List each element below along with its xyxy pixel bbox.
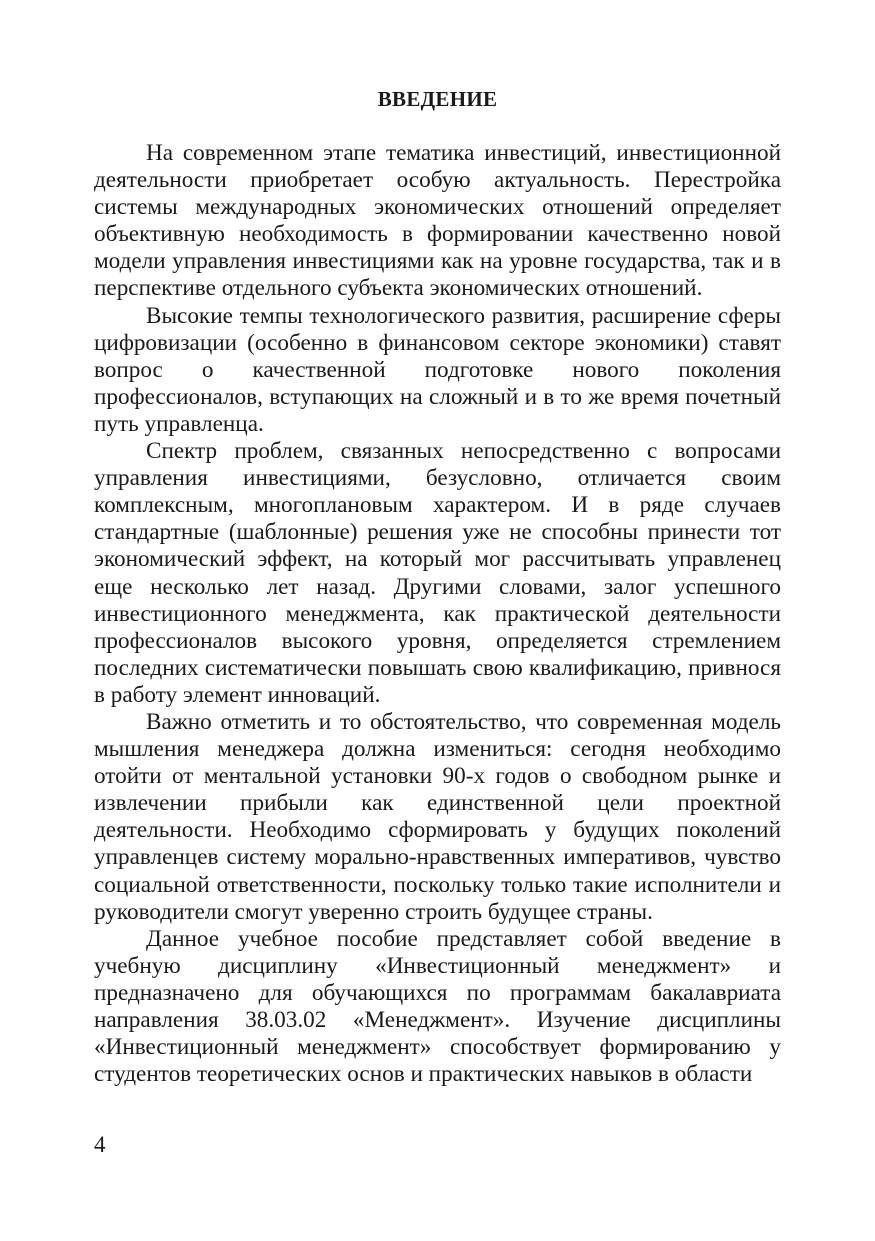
paragraph: На современном этапе тематика инвестиций, инвестиционной деятельности приобретает особую актуальность. Перестройка системы международных экономических отношений определяет объективную необходимость в формировании качественно новой модели управления инвестициями как на уровне государства, так и в перспективе отдельного субъекта экономических отношений. xyxy=(94,140,781,302)
paragraph: Высокие темпы технологического развития, расширение сферы цифровизации (особенно в финансовом секторе экономики) ставят вопрос о качественной подготовке нового поколения профессионалов, вступающих на сложный и в то же время почетный путь управленца. xyxy=(94,302,781,437)
page-number: 4 xyxy=(94,1132,106,1157)
paragraph: Данное учебное пособие представляет собой введение в учебную дисциплину «Инвестиционный менеджмент» и предназначено для обучающихся по программам бакалавриата направления 38.03.02 «Менеджмент». Изучение дисциплины «Инвестиционный менеджмент» способствует формированию у студентов теоретических основ и практических навыков в области xyxy=(94,925,781,1088)
paragraph: Важно отметить и то обстоятельство, что современная модель мышления менеджера должна измениться: сегодня необходимо отойти от ментальной установки 90-х годов о свободном рынке и извлечении прибыли как единственной цели проектной деятельности. Необходимо сформировать у будущих поколений управленцев систему морально-нравственных императивов, чувство социальной ответственности, поскольку только такие исполнители и руководители смогут уверенно строить будущее страны. xyxy=(94,708,781,925)
body-text xyxy=(94,140,781,1088)
page-title: ВВЕДЕНИЕ xyxy=(377,87,498,111)
paragraph: Спектр проблем, связанных непосредственно с вопросами управления инвестициями, безусловно, отличается своим комплексным, многоплановым характером. И в ряде случаев стандартные (шаблонные) решения уже не способны принести тот экономический эффект, на который мог рассчитывать управленец еще несколько лет назад. Другими словами, залог успешного инвестиционного менеджмента, как практической деятельности профессионалов высокого уровня, определяется стремлением последних систематически повышать свою квалификацию, привнося в работу элемент инноваций. xyxy=(94,438,781,708)
